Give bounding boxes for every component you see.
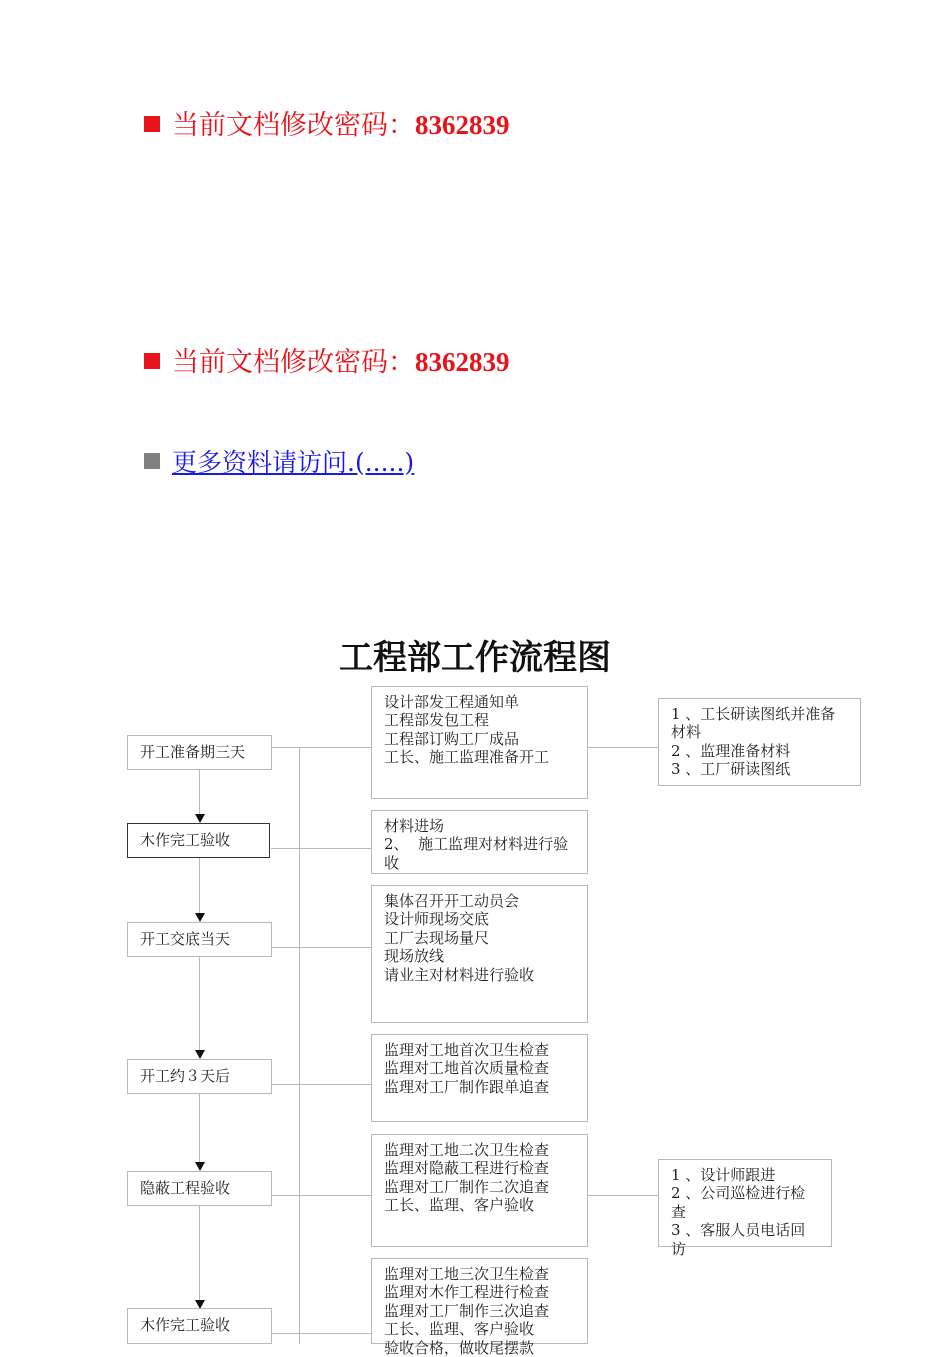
red-square-bullet-icon (144, 353, 160, 369)
connector-line (587, 1195, 659, 1196)
connector-line (587, 747, 659, 748)
arrow-line (199, 1206, 200, 1302)
step-handover-day: 开工交底当天 (127, 922, 272, 957)
step-woodwork-check-1: 木作完工验收 (127, 823, 270, 858)
connector-line (271, 747, 372, 748)
arrow-line (199, 1094, 200, 1164)
connector-line (271, 947, 372, 948)
password-notice-2: 当前文档修改密码：8362839 (144, 345, 510, 380)
vertical-spine-line (299, 747, 300, 1344)
detail-box-4: 监理对工地首次卫生检查 监理对工地首次质量检查 监理对工厂制作跟单追查 (371, 1034, 588, 1122)
gray-square-bullet-icon (144, 453, 160, 469)
detail-box-1: 设计部发工程通知单 工程部发包工程 工程部订购工厂成品 工长、施工监理准备开工 (371, 686, 588, 799)
step-concealed-work-check: 隐蔽工程验收 (127, 1171, 272, 1206)
red-square-bullet-icon (144, 116, 160, 132)
arrow-line (199, 957, 200, 1051)
connector-line (271, 848, 372, 849)
note-box-2: 1 、设计师跟进 2 、公司巡检进行检查 3 、客服人员电话回访 (658, 1159, 832, 1247)
arrow-down-icon (195, 1050, 205, 1059)
connector-line (271, 1195, 372, 1196)
arrow-line (199, 770, 200, 816)
connector-line (271, 1333, 372, 1334)
arrow-down-icon (195, 814, 205, 823)
detail-box-2: 材料进场 2、 施工监理对材料进行验收 (371, 810, 588, 874)
step-prep-period: 开工准备期三天 (127, 735, 272, 770)
arrow-line (199, 858, 200, 914)
password-notice-1: 当前文档修改密码：8362839 (144, 108, 510, 143)
more-resources-link[interactable]: 更多资料请访问.(.....) (172, 448, 415, 477)
connector-line (271, 1084, 372, 1085)
flowchart-title: 工程部工作流程图 (339, 638, 611, 678)
detail-box-6: 监理对工地三次卫生检查 监理对木作工程进行检查 监理对工厂制作三次追查 工长、监理、客户验收 验收合格，做收尾摆款 (371, 1258, 588, 1344)
arrow-down-icon (195, 913, 205, 922)
detail-box-3: 集体召开开工动员会 设计师现场交底 工厂去现场量尺 现场放线 请业主对材料进行验收 (371, 885, 588, 1023)
detail-box-5: 监理对工地二次卫生检查 监理对隐蔽工程进行检查 监理对工厂制作二次追查 工长、监理、客户验收 (371, 1134, 588, 1247)
arrow-down-icon (195, 1162, 205, 1171)
note-box-1: 1 、工长研读图纸并准备材料 2 、监理准备材料 3 、工厂研读图纸 (658, 698, 861, 786)
step-three-days-after: 开工约３天后 (127, 1059, 272, 1094)
more-resources-notice (144, 446, 414, 480)
step-woodwork-check-2: 木作完工验收 (127, 1308, 272, 1344)
